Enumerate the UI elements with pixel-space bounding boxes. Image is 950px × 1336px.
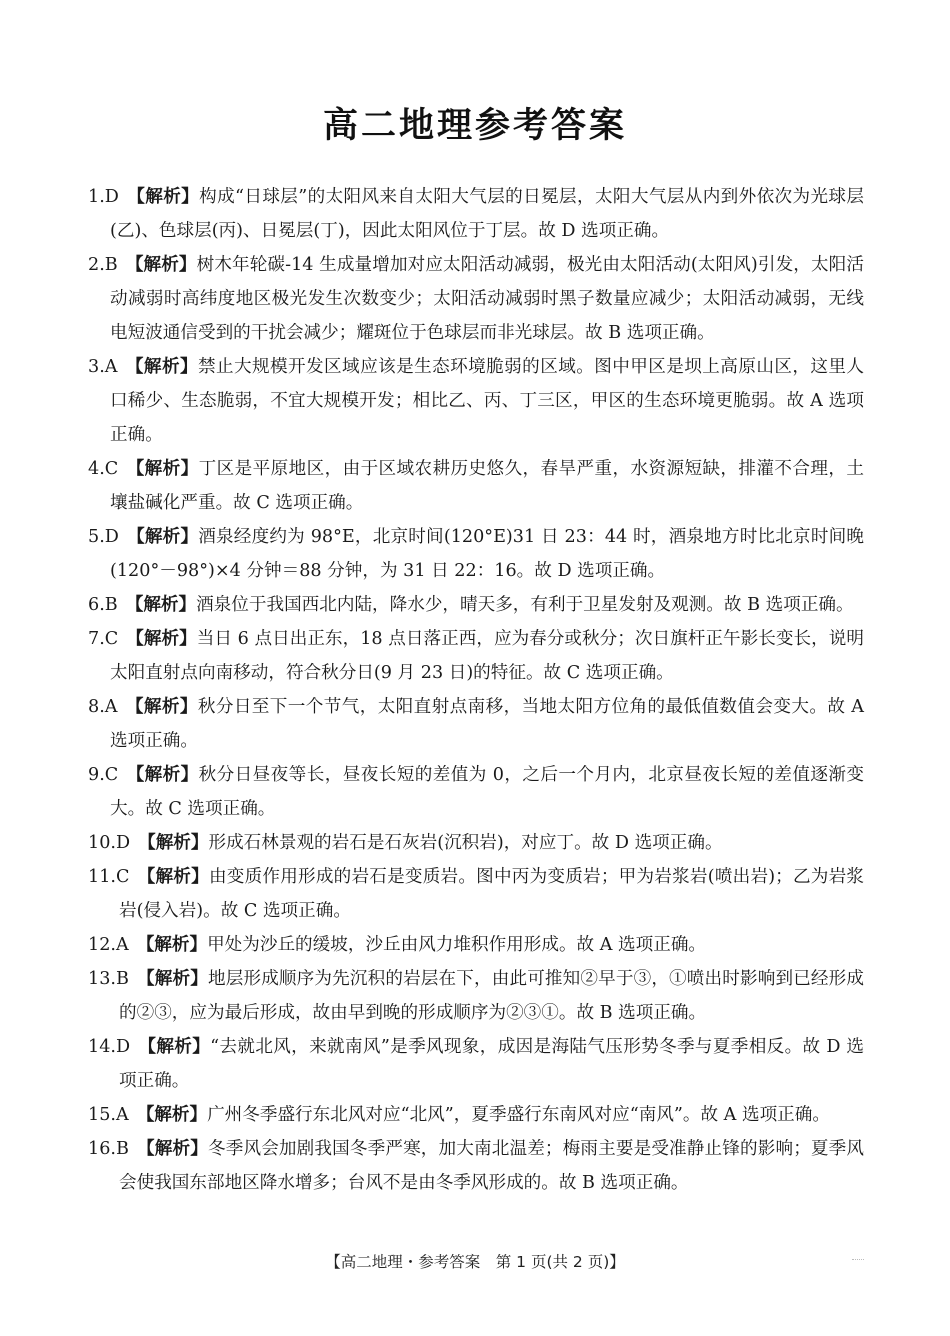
analysis-tag: 【解析】 xyxy=(137,867,209,887)
answer-number: 6.B xyxy=(88,595,118,615)
analysis-tag: 【解析】 xyxy=(126,459,199,479)
answer-text: 丁区是平原地区，由于区域农耕历史悠久，春旱严重，水资源短缺，排灌不合理，土壤盐碱化严重。故 C 选项正确。 xyxy=(110,459,864,513)
answer-item-1 xyxy=(88,180,864,248)
analysis-tag: 【解析】 xyxy=(136,969,208,989)
answer-item-12 xyxy=(88,928,864,962)
answer-item-8 xyxy=(88,690,864,758)
answer-number: 5.D xyxy=(88,527,119,547)
answer-number: 14.D xyxy=(88,1037,131,1057)
answer-text: 冬季风会加剧我国冬季严寒，加大南北温差；梅雨主要是受准静止锋的影响；夏季风会使我国东部地区降水增多；台风不是由冬季风形成的。故 B 选项正确。 xyxy=(119,1139,864,1193)
analysis-tag: 【解析】 xyxy=(125,595,197,615)
answer-number: 10.D xyxy=(88,833,131,853)
answer-number: 12.A xyxy=(88,935,129,955)
corner-mark xyxy=(852,1256,864,1260)
answer-number: 11.C xyxy=(88,867,130,887)
answer-text: 禁止大规模开发区域应该是生态环境脆弱的区域。图中甲区是坝上高原山区，这里人口稀少、生态脆弱，不宜大规模开发；相比乙、丙、丁三区，甲区的生态环境更脆弱。故 A 选项正确。 xyxy=(110,357,864,445)
answer-item-10 xyxy=(88,826,864,860)
answer-text: 当日 6 点日出正东，18 点日落正西，应为春分或秋分；次日旗杆正午影长变长，说明太阳直射点向南移动，符合秋分日(9 月 23 日)的特征。故 C 选项正确。 xyxy=(110,629,864,683)
answer-text: “去就北风，来就南风”是季风现象，成因是海陆气压形势冬季与夏季相反。故 D 选项正确。 xyxy=(119,1037,864,1091)
answer-number: 1.D xyxy=(88,187,119,207)
answer-item-13 xyxy=(88,962,864,1030)
answer-text: 秋分日至下一个节气，太阳直射点南移，当地太阳方位角的最低值数值会变大。故 A 选项正确。 xyxy=(110,697,864,751)
answer-item-11 xyxy=(88,860,864,928)
answer-item-9 xyxy=(88,758,864,826)
answer-text: 甲处为沙丘的缓坡，沙丘由风力堆积作用形成。故 A 选项正确。 xyxy=(207,935,707,955)
answer-text: 树木年轮碳-14 生成量增加对应太阳活动减弱，极光由太阳活动(太阳风)引发，太阳活动减弱时高纬度地区极光发生次数变少；太阳活动减弱时黑子数量应减少；太阳活动减弱，无线电短波通信受到的干扰会减少；耀斑位于色球层而非光球层。故 B 选项正确。 xyxy=(110,255,864,343)
answer-item-5 xyxy=(88,520,864,588)
answer-number: 13.B xyxy=(88,969,129,989)
answer-number: 3.A xyxy=(88,357,118,377)
answer-item-15 xyxy=(88,1098,864,1132)
analysis-tag: 【解析】 xyxy=(138,833,209,853)
answer-text: 广州冬季盛行东北风对应“北风”，夏季盛行东南风对应“南风”。故 A 选项正确。 xyxy=(207,1105,830,1125)
answer-number: 15.A xyxy=(88,1105,129,1125)
answer-number: 7.C xyxy=(88,629,119,649)
analysis-tag: 【解析】 xyxy=(138,1037,211,1057)
analysis-tag: 【解析】 xyxy=(136,935,208,955)
answer-number: 4.C xyxy=(88,459,119,479)
answer-text: 酒泉位于我国西北内陆，降水少，晴天多，有利于卫星发射及观测。故 B 选项正确。 xyxy=(196,595,854,615)
page-title: 高二地理参考答案 xyxy=(322,106,627,146)
answer-text: 地层形成顺序为先沉积的岩层在下，由此可推知②早于③，①喷出时影响到已经形成的②③，应为最后形成，故由早到晚的形成顺序为②③①。故 B 选项正确。 xyxy=(119,969,864,1023)
analysis-tag: 【解析】 xyxy=(125,697,198,717)
analysis-tag: 【解析】 xyxy=(126,629,197,649)
answer-text: 秋分日昼夜等长，昼夜长短的差值为 0，之后一个月内，北京昼夜长短的差值逐渐变大。故 C 选项正确。 xyxy=(110,765,864,819)
answer-number: 2.B xyxy=(88,255,118,275)
answer-item-3 xyxy=(88,350,864,452)
answer-number: 16.B xyxy=(88,1139,129,1159)
answer-text: 形成石林景观的岩石是石灰岩(沉积岩)，对应丁。故 D 选项正确。 xyxy=(208,833,723,853)
answer-text: 由变质作用形成的岩石是变质岩。图中丙为变质岩；甲为岩浆岩(喷出岩)；乙为岩浆岩(侵入岩)。故 C 选项正确。 xyxy=(119,867,864,921)
answer-list xyxy=(88,180,864,1200)
analysis-tag: 【解析】 xyxy=(136,1139,208,1159)
analysis-tag: 【解析】 xyxy=(136,1105,208,1125)
answer-item-2 xyxy=(88,248,864,350)
analysis-tag: 【解析】 xyxy=(126,527,199,547)
answer-item-7 xyxy=(88,622,864,690)
answer-item-14 xyxy=(88,1030,864,1098)
answer-text: 构成“日球层”的太阳风来自太阳大气层的日冕层，太阳大气层从内到外依次为光球层(乙)、色球层(丙)、日冕层(丁)，因此太阳风位于丁层。故 D 选项正确。 xyxy=(110,187,864,241)
answer-item-6 xyxy=(88,588,864,622)
page-footer: 【高二地理・参考答案 第 1 页(共 2 页)】 xyxy=(325,1253,625,1271)
answer-item-4 xyxy=(88,452,864,520)
answer-number: 8.A xyxy=(88,697,118,717)
analysis-tag: 【解析】 xyxy=(125,255,197,275)
answer-text: 酒泉经度约为 98°E，北京时间(120°E)31 日 23：44 时，酒泉地方时比北京时间晚(120°－98°)×4 分钟＝88 分钟，为 31 日 22：16。故 D 选项正确。 xyxy=(110,527,864,581)
answer-number: 9.C xyxy=(88,765,119,785)
analysis-tag: 【解析】 xyxy=(125,357,198,377)
analysis-tag: 【解析】 xyxy=(126,765,199,785)
answer-item-16 xyxy=(88,1132,864,1200)
analysis-tag: 【解析】 xyxy=(126,187,200,207)
